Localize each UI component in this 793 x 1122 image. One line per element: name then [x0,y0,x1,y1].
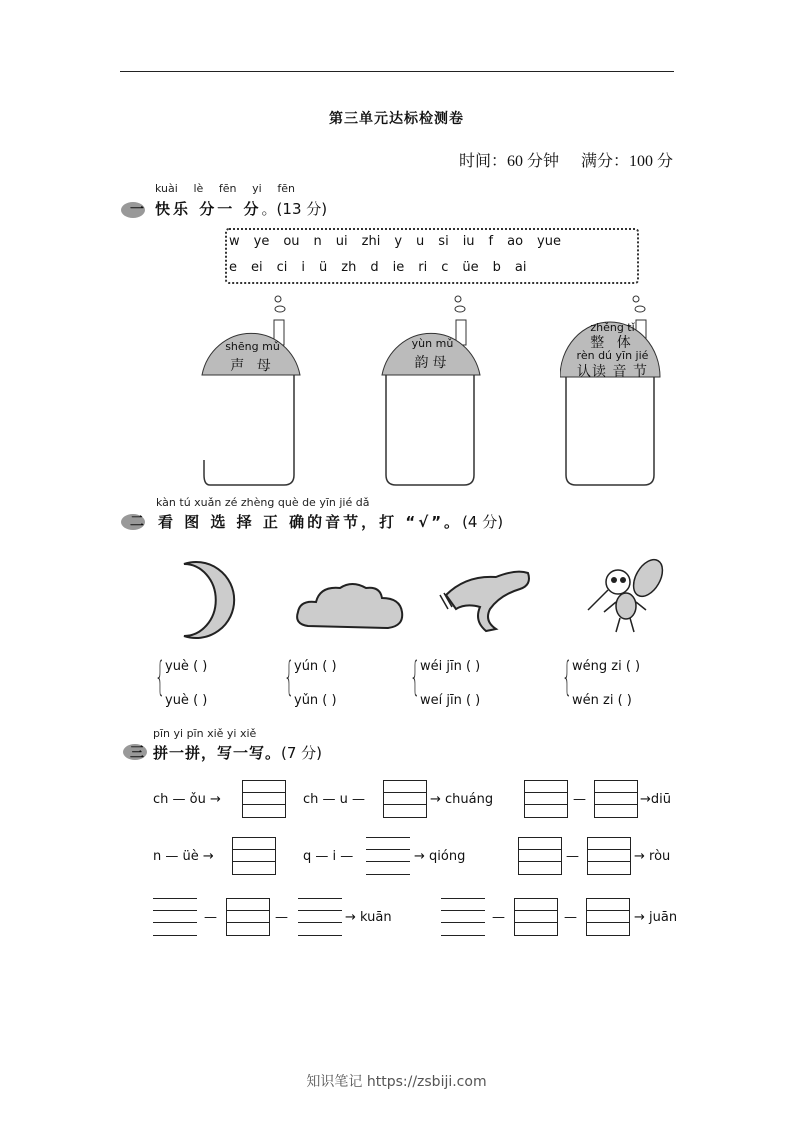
page-title: 第三单元达标检测卷 [329,111,464,127]
house-zhengti-chars-top: 整 体 [590,335,635,351]
option-3b[interactable]: weí jīn ( ) [420,693,481,708]
house-zhengti-pinyin: rèn dú yīn jié [576,349,649,362]
r3-answer-3[interactable] [298,898,342,936]
r3-dash-2: — [275,910,288,925]
r3-seq-b: → juān [634,910,678,925]
q1-pinyin: kuài lè fēn yi fēn [155,182,295,195]
r3-answer-6[interactable] [586,898,630,936]
r1-answer-2[interactable] [383,780,427,818]
house-zhengti [560,295,665,490]
house-shengmu-pinyin: shēng mǔ [225,340,280,353]
r3-answer-5[interactable] [514,898,558,936]
house-yunmu-chars: 韵母 [414,355,451,371]
r3-dash-4: — [564,910,577,925]
q2-pinyin: kàn tú xuǎn zé zhèng què de yīn jié dǎ [156,496,370,509]
house-zhengti-pinyin-top: zhěng tǐ [590,321,635,334]
time-limit: 时间：60 分钟 [458,153,559,170]
house-yunmu [380,295,485,490]
r1-answer-1[interactable] [242,780,286,818]
pinyin-row-1: w ye ou n ui zhi y u si iu f ao yue [229,234,561,249]
full-score: 满分：100 分 [580,153,673,170]
r2-dash: — [566,849,579,864]
q1-heading: 快乐 分一 分。(13 分) [155,200,328,218]
r2-seq-a: n — üè → [153,849,214,864]
house-yunmu-pinyin: yùn mǔ [411,337,454,350]
q2-number: 二 [130,514,147,530]
footer-watermark: 知识笔记 https://zsbiji.com [306,1074,487,1090]
r2-answer-1[interactable] [232,837,276,875]
r3-dash-3: — [492,910,505,925]
brace-1: { [155,654,166,700]
option-4b[interactable]: wén zi ( ) [572,693,632,708]
cloud-picture [294,578,406,634]
top-rule [120,71,674,72]
r3-dash-1: — [204,910,217,925]
r3-answer-1[interactable] [153,898,197,936]
r1-dash: — [573,792,586,807]
brace-3: { [410,654,421,700]
q2-heading: 看 图 选 择 正 确的音节，打 “√”。(4 分) [158,513,504,531]
r2-answer-4[interactable] [587,837,631,875]
house-shengmu-drawing [200,295,305,490]
q1-number: 一 [130,202,147,218]
q3-heading: 拼一拼，写一写。(7 分) [153,744,323,762]
r2-seq-d: → ròu [634,849,671,864]
brace-4: { [562,654,573,700]
pinyin-row-2: e ei ci i ü zh d ie ri c üe b ai [229,260,527,275]
r3-seq-a: → kuān [345,910,392,925]
house-zhengti-chars: 认读 音 节 [577,364,648,380]
r1-seq-b: ch — u — [303,792,366,807]
exam-meta [441,148,673,171]
house-shengmu [200,295,305,490]
r2-answer-3[interactable] [518,837,562,875]
option-2a[interactable]: yún ( ) [294,659,337,674]
option-2b[interactable]: yǔn ( ) [294,693,337,708]
r1-answer-3[interactable] [524,780,568,818]
r3-answer-2[interactable] [226,898,270,936]
option-4a[interactable]: wéng zi ( ) [572,659,641,674]
mosquito-picture [586,556,668,636]
q3-number: 三 [130,745,147,761]
r2-seq-c: → qióng [414,849,466,864]
r1-answer-4[interactable] [594,780,638,818]
r2-seq-b: q — i — [303,849,354,864]
option-1a[interactable]: yuè ( ) [165,659,208,674]
pinyin-box [225,228,639,284]
r1-seq-c: → chuáng [430,792,494,807]
brace-2: { [284,654,295,700]
option-3a[interactable]: wéi jīn ( ) [420,659,481,674]
moon-picture [178,560,240,640]
r3-answer-4[interactable] [441,898,485,936]
house-yunmu-drawing [380,295,485,490]
r2-answer-2[interactable] [366,837,410,875]
r1-seq-d: →diū [640,792,671,807]
house-shengmu-chars: 声 母 [230,358,275,374]
q3-pinyin: pīn yi pīn xiě yi xiě [153,727,257,740]
scarf-picture [436,565,534,633]
option-1b[interactable]: yuè ( ) [165,693,208,708]
r1-seq-a: ch — ǒu → [153,792,221,807]
